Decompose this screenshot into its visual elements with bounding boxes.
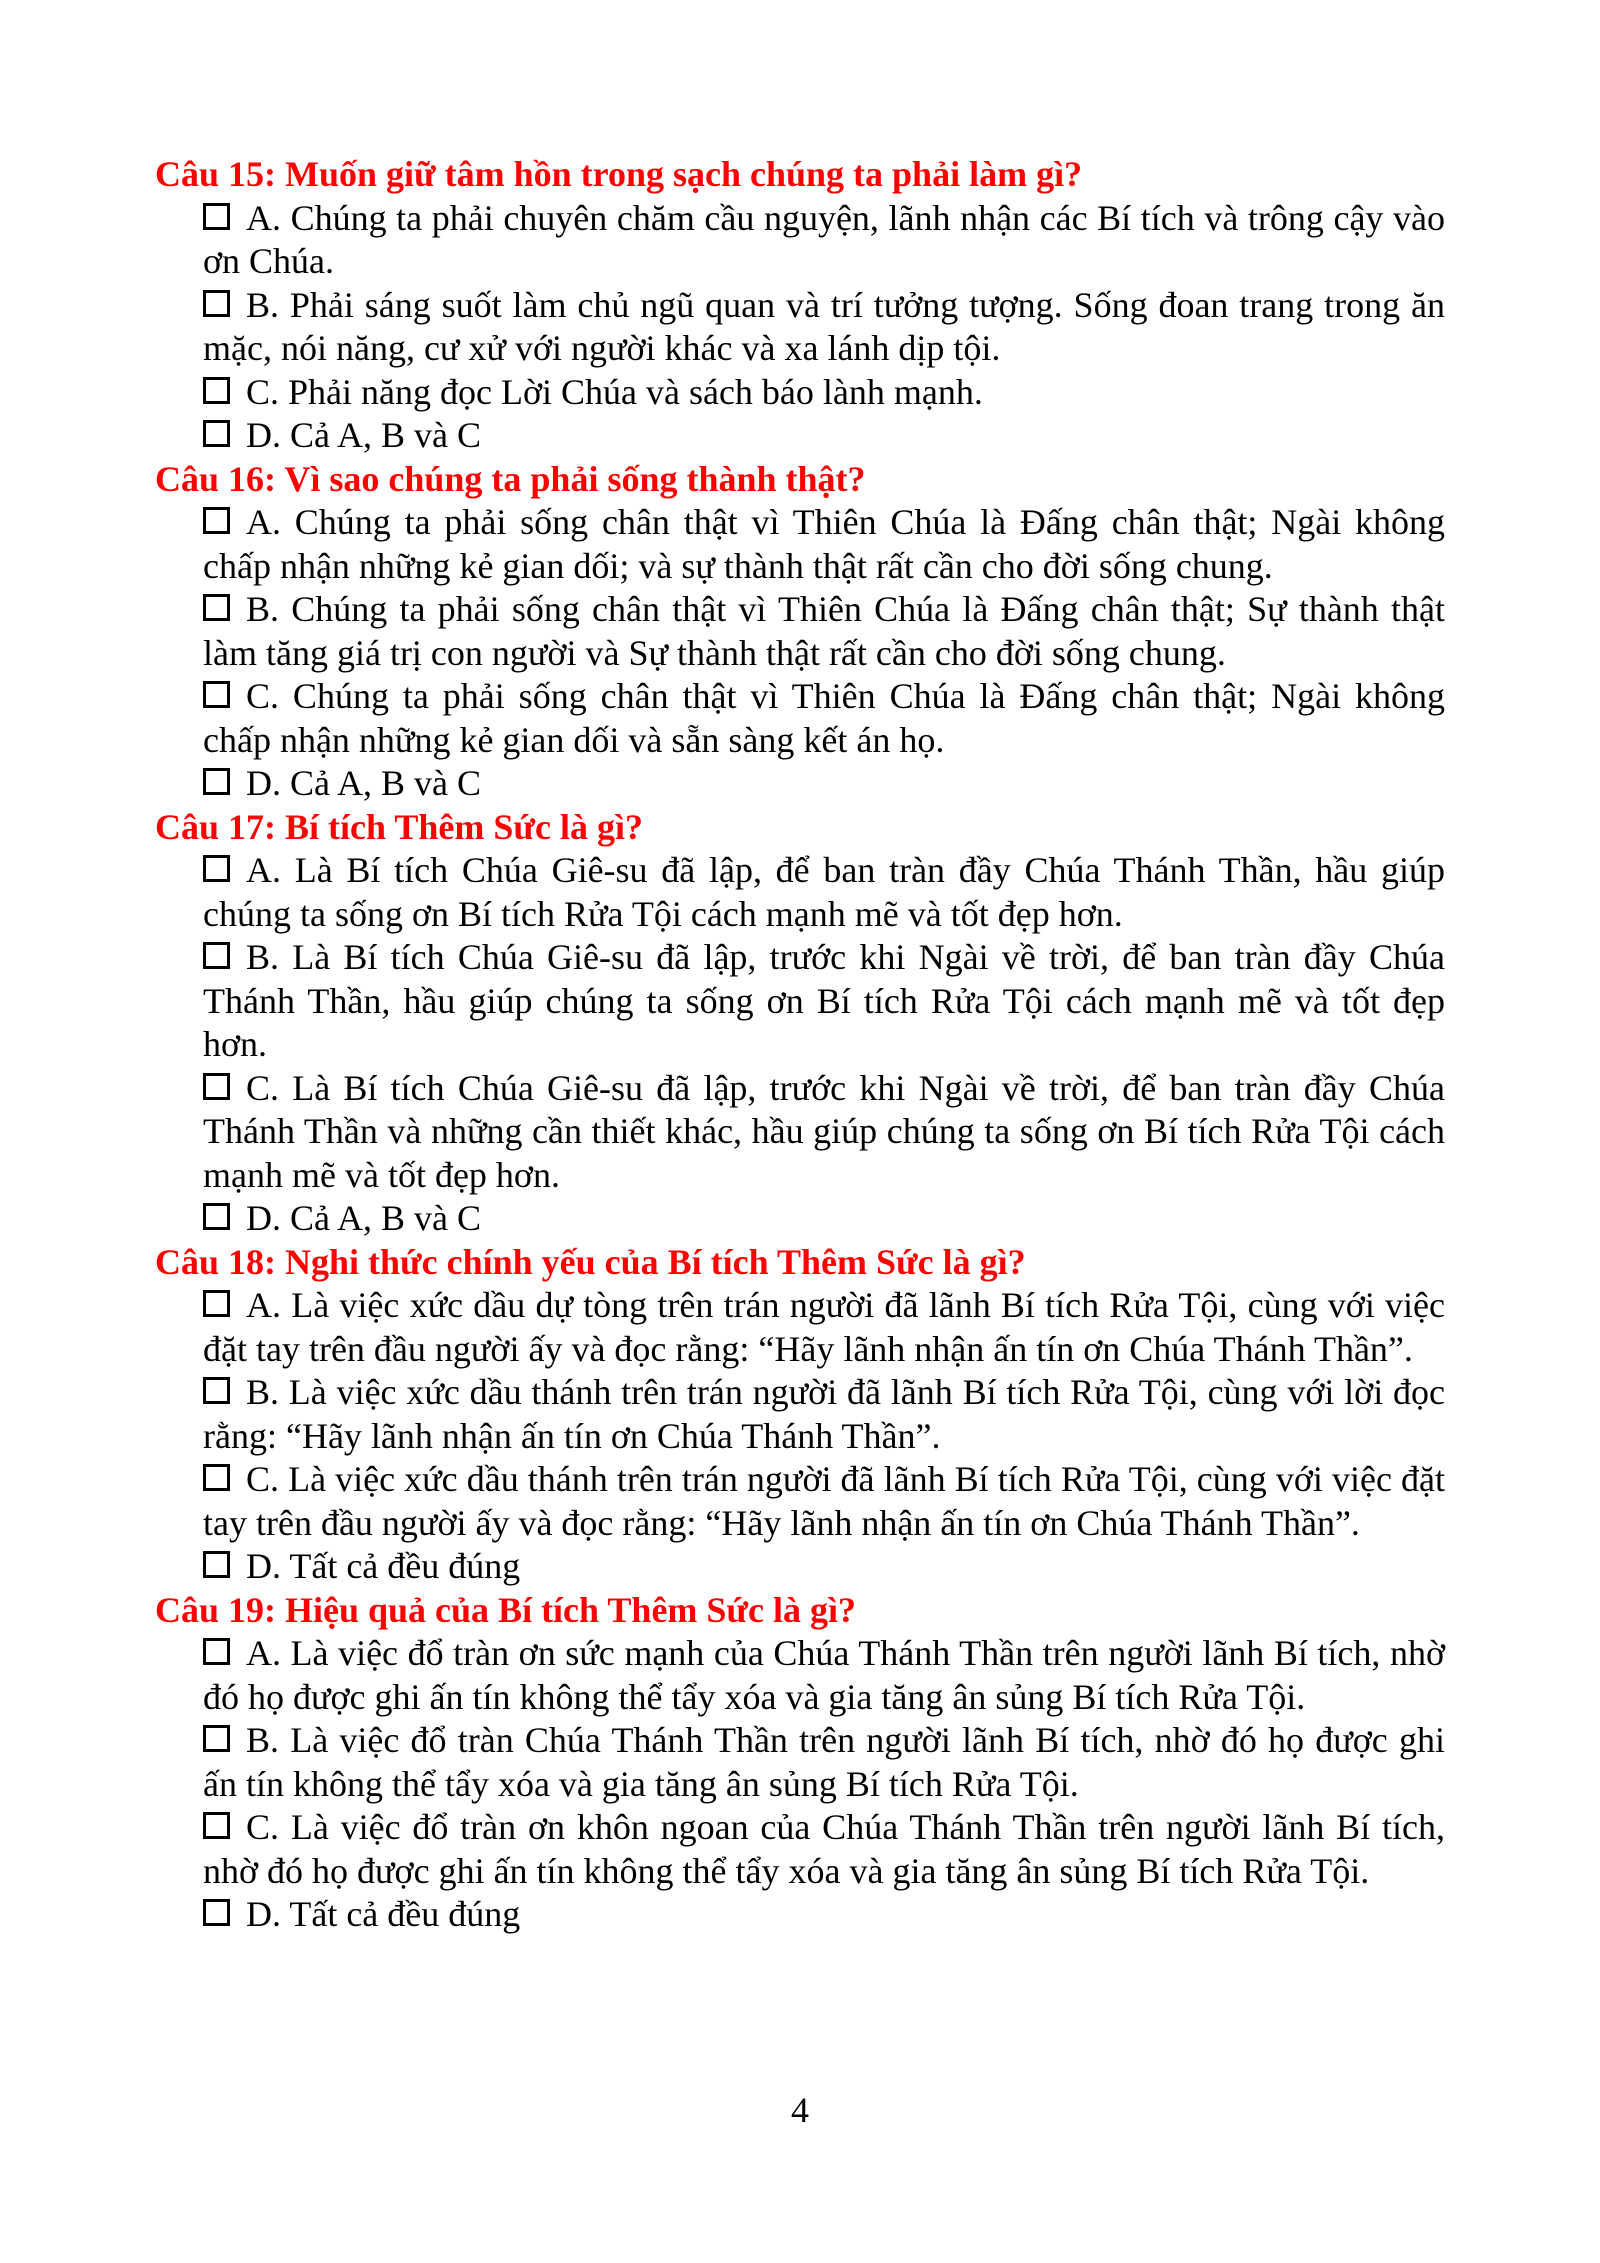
question-19-option-d[interactable] <box>155 1893 1445 1937</box>
checkbox-icon[interactable] <box>203 1377 230 1404</box>
question-16-option-a[interactable] <box>155 501 1445 588</box>
checkbox-icon[interactable] <box>203 203 230 230</box>
option-text: C. Chúng ta phải sống chân thật vì Thiên Chúa là Đấng chân thật; Ngài không chấp nhận những kẻ gian dối và sẵn sàng kết án họ. <box>203 676 1445 760</box>
checkbox-icon[interactable] <box>203 1073 230 1100</box>
checkbox-icon[interactable] <box>203 942 230 969</box>
option-text: A. Chúng ta phải sống chân thật vì Thiên Chúa là Đấng chân thật; Ngài không chấp nhận những kẻ gian dối; và sự thành thật rất cần cho đời sống chung. <box>203 502 1445 586</box>
question-18 <box>155 1241 1445 1589</box>
page-number: 4 <box>791 2090 809 2130</box>
checkbox-icon[interactable] <box>203 420 230 447</box>
checkbox-icon[interactable] <box>203 377 230 404</box>
checkbox-icon[interactable] <box>203 1290 230 1317</box>
checkbox-icon[interactable] <box>203 768 230 795</box>
checkbox-icon[interactable] <box>203 1638 230 1665</box>
question-18-title: Câu 18: Nghi thức chính yếu của Bí tích Thêm Sức là gì? <box>155 1241 1026 1282</box>
option-text: D. Cả A, B và C <box>246 763 482 803</box>
question-18-option-b[interactable] <box>155 1371 1445 1458</box>
question-19 <box>155 1589 1445 1937</box>
question-16 <box>155 458 1445 806</box>
question-15-option-b[interactable] <box>155 284 1445 371</box>
option-text: A. Chúng ta phải chuyên chăm cầu nguyện, lãnh nhận các Bí tích và trông cậy vào ơn Chúa. <box>203 197 1445 281</box>
question-19-option-b[interactable] <box>155 1719 1445 1806</box>
checkbox-icon[interactable] <box>203 855 230 882</box>
question-17-option-c[interactable] <box>155 1067 1445 1198</box>
option-text: C. Là việc đổ tràn ơn khôn ngoan của Chúa Thánh Thần trên người lãnh Bí tích, nhờ đó họ được ghi ấn tín không thể tẩy xóa và gia tăng ân sủng Bí tích Rửa Tội. <box>203 1807 1445 1891</box>
question-18-option-a[interactable] <box>155 1284 1445 1371</box>
question-16-option-c[interactable] <box>155 675 1445 762</box>
quiz-content <box>155 153 1445 1937</box>
option-text: D. Cả A, B và C <box>246 415 482 455</box>
checkbox-icon[interactable] <box>203 1812 230 1839</box>
question-16-title: Câu 16: Vì sao chúng ta phải sống thành thật? <box>155 458 866 499</box>
checkbox-icon[interactable] <box>203 594 230 621</box>
checkbox-icon[interactable] <box>203 1464 230 1491</box>
question-17 <box>155 806 1445 1241</box>
option-text: B. Là việc xức dầu thánh trên trán người đã lãnh Bí tích Rửa Tội, cùng với lời đọc rằng: “Hãy lãnh nhận ấn tín ơn Chúa Thánh Thần”. <box>203 1372 1445 1456</box>
question-18-option-d[interactable] <box>155 1545 1445 1589</box>
option-text: B. Là việc đổ tràn Chúa Thánh Thần trên người lãnh Bí tích, nhờ đó họ được ghi ấn tín không thể tẩy xóa và gia tăng ân sủng Bí tích Rửa Tội. <box>203 1720 1445 1804</box>
checkbox-icon[interactable] <box>203 681 230 708</box>
checkbox-icon[interactable] <box>203 1203 230 1230</box>
question-15-option-c[interactable] <box>155 371 1445 415</box>
question-16-option-b[interactable] <box>155 588 1445 675</box>
checkbox-icon[interactable] <box>203 1551 230 1578</box>
option-text: D. Tất cả đều đúng <box>246 1546 521 1586</box>
question-17-option-b[interactable] <box>155 936 1445 1067</box>
option-text: C. Là Bí tích Chúa Giê-su đã lập, trước khi Ngài về trời, để ban tràn đầy Chúa Thánh Thần và những cần thiết khác, hầu giúp chúng ta sống ơn Bí tích Rửa Tội cách mạnh mẽ và tốt đẹp hơn. <box>203 1067 1445 1195</box>
option-text: A. Là Bí tích Chúa Giê-su đã lập, để ban tràn đầy Chúa Thánh Thần, hầu giúp chúng ta sống ơn Bí tích Rửa Tội cách mạnh mẽ và tốt đẹp hơn. <box>203 850 1445 934</box>
checkbox-icon[interactable] <box>203 1725 230 1752</box>
option-text: C. Phải năng đọc Lời Chúa và sách báo lành mạnh. <box>246 371 983 412</box>
question-15 <box>155 153 1445 458</box>
checkbox-icon[interactable] <box>203 1899 230 1926</box>
option-text: D. Tất cả đều đúng <box>246 1894 521 1934</box>
question-15-title: Câu 15: Muốn giữ tâm hồn trong sạch chúng ta phải làm gì? <box>155 154 1083 194</box>
option-text: A. Là việc xức dầu dự tòng trên trán người đã lãnh Bí tích Rửa Tội, cùng với việc đặt tay trên đầu người ấy và đọc rằng: “Hãy lãnh nhận ấn tín ơn Chúa Thánh Thần”. <box>203 1285 1445 1369</box>
checkbox-icon[interactable] <box>203 507 230 534</box>
checkbox-icon[interactable] <box>203 290 230 317</box>
option-text: D. Cả A, B và C <box>246 1198 482 1238</box>
question-16-option-d[interactable] <box>155 762 1445 806</box>
question-17-option-d[interactable] <box>155 1197 1445 1241</box>
question-19-option-c[interactable] <box>155 1806 1445 1893</box>
question-15-option-d[interactable] <box>155 414 1445 458</box>
option-text: B. Chúng ta phải sống chân thật vì Thiên Chúa là Đấng chân thật; Sự thành thật làm tăng giá trị con người và Sự thành thật rất cần cho đời sống chung. <box>203 589 1445 673</box>
option-text: A. Là việc đổ tràn ơn sức mạnh của Chúa Thánh Thần trên người lãnh Bí tích, nhờ đó họ được ghi ấn tín không thể tẩy xóa và gia tăng ân sủng Bí tích Rửa Tội. <box>203 1633 1445 1717</box>
question-19-option-a[interactable] <box>155 1632 1445 1719</box>
question-19-title: Câu 19: Hiệu quả của Bí tích Thêm Sức là gì? <box>155 1589 857 1630</box>
option-text: C. Là việc xức dầu thánh trên trán người đã lãnh Bí tích Rửa Tội, cùng với việc đặt tay trên đầu người ấy và đọc rằng: “Hãy lãnh nhận ấn tín ơn Chúa Thánh Thần”. <box>203 1459 1445 1543</box>
question-18-option-c[interactable] <box>155 1458 1445 1545</box>
question-17-title: Câu 17: Bí tích Thêm Sức là gì? <box>155 806 643 847</box>
question-17-option-a[interactable] <box>155 849 1445 936</box>
question-15-option-a[interactable] <box>155 197 1445 284</box>
option-text: B. Phải sáng suốt làm chủ ngũ quan và trí tưởng tượng. Sống đoan trang trong ăn mặc, nói năng, cư xử với người khác và xa lánh dịp tội. <box>203 284 1445 368</box>
option-text: B. Là Bí tích Chúa Giê-su đã lập, trước khi Ngài về trời, để ban tràn đầy Chúa Thánh Thần, hầu giúp chúng ta sống ơn Bí tích Rửa Tội cách mạnh mẽ và tốt đẹp hơn. <box>203 937 1445 1064</box>
